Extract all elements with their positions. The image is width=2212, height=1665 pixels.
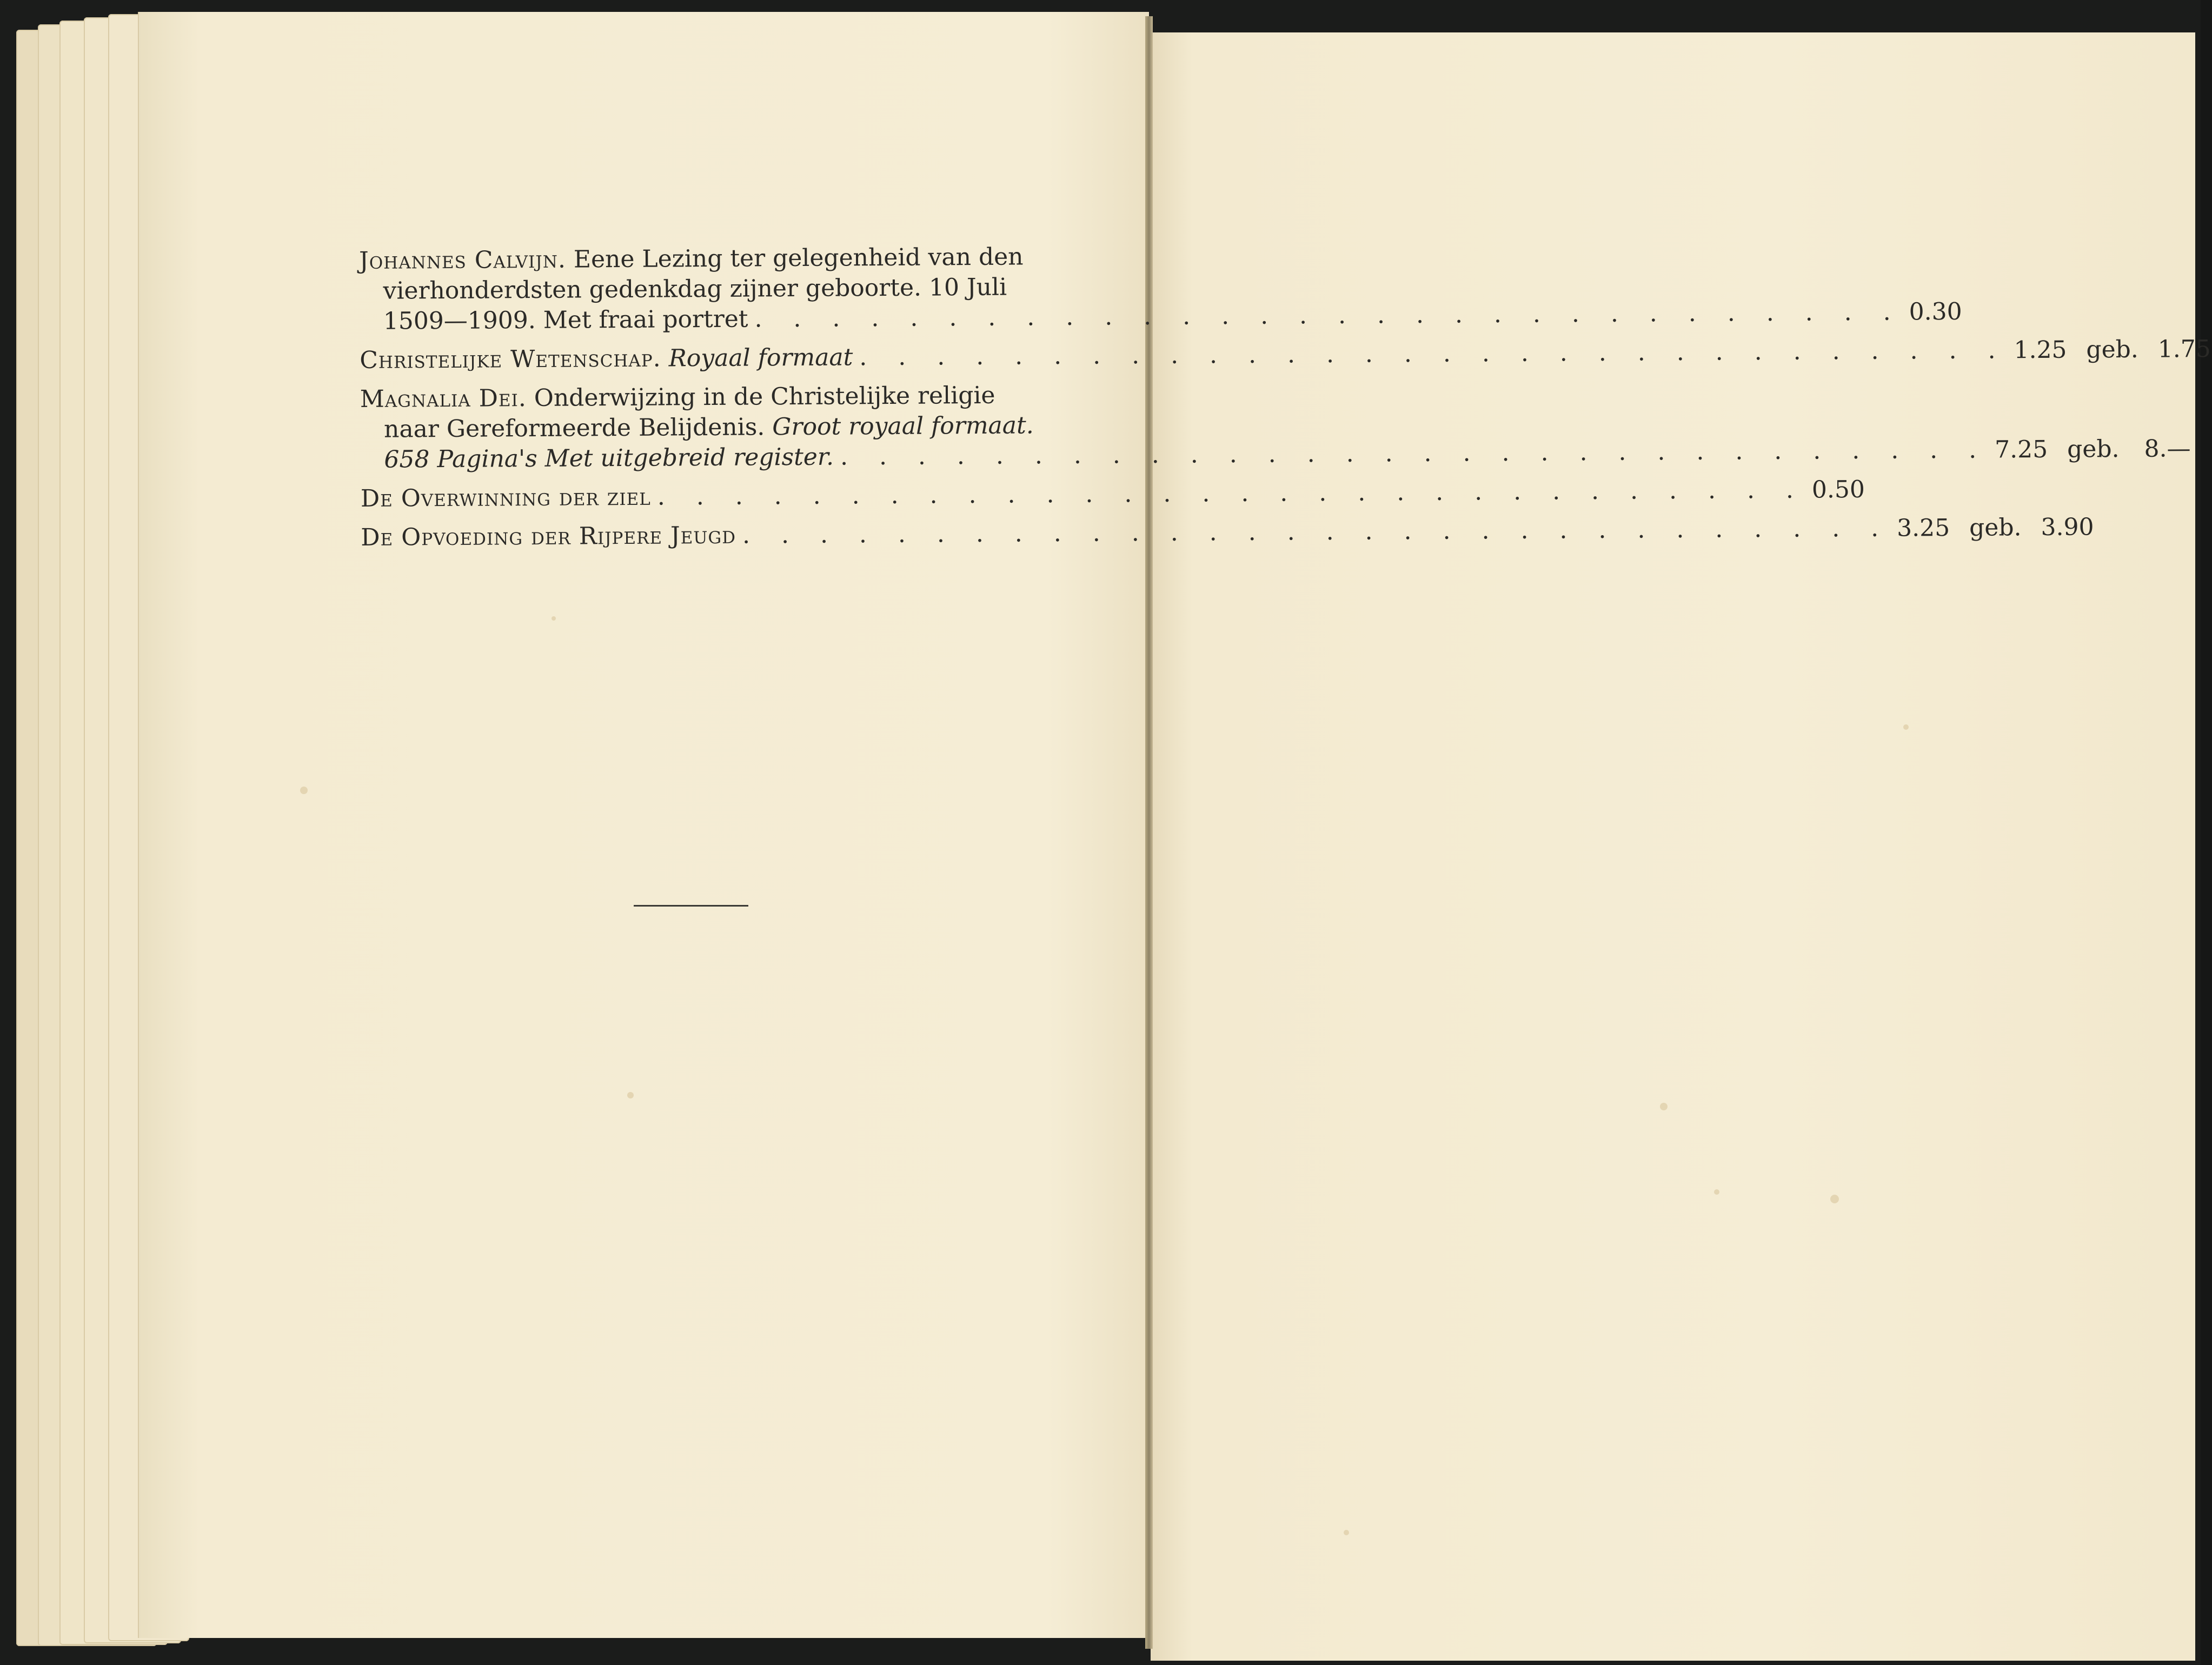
foxing-spot xyxy=(627,1092,634,1098)
entry-format: Royaal formaat xyxy=(668,343,853,372)
entry-description: naar Gereformeerde Belijdenis. xyxy=(383,413,765,443)
entry-title: Magnalia Dei. xyxy=(360,384,527,413)
publication-entry xyxy=(360,380,2191,475)
entry-description: Eene Lezing ter gelegenheid van den xyxy=(573,243,1024,274)
publication-list xyxy=(359,242,2211,562)
foxing-spot xyxy=(300,787,308,794)
geb-label: geb. xyxy=(1969,514,2022,542)
right-page xyxy=(1151,32,2195,1661)
dot-leader: . . . . . . . . . . . . . . . . . . . . . . . . . . . . . . xyxy=(742,514,1891,549)
price: 0.50 xyxy=(1811,475,1865,504)
dot-leader: . . . . . . . . . . . . . . . . . . . . . . . . . . . . . . xyxy=(657,476,1806,511)
entry-description: vierhonderdsten gedenkdag zijner geboorte. 10 Juli xyxy=(383,273,1007,305)
publication-entry xyxy=(360,335,2211,376)
publication-entry xyxy=(361,513,2094,553)
geb-label: geb. xyxy=(2067,435,2120,463)
price-gebonden: 1.75 xyxy=(2157,335,2211,363)
dot-leader: . . . . . . . . . . . . . . . . . . . . . . . . . . . . . . xyxy=(754,298,1903,333)
entry-format: 658 Pagina's Met uitgebreid register. xyxy=(384,443,834,474)
geb-label: geb. xyxy=(2086,335,2138,364)
foxing-spot xyxy=(1714,1189,1719,1195)
dot-leader: . . . . . . . . . . . . . . . . . . . . . . . . . . . . . . xyxy=(840,436,1989,471)
entry-title: Christelijke Wetenschap. xyxy=(360,344,661,374)
entry-description: Onderwijzing in de Christelijke religie xyxy=(534,381,995,412)
entry-title: De Overwinning der ziel xyxy=(360,483,651,512)
foxing-spot xyxy=(1903,724,1909,730)
entry-title: Johannes Calvijn. xyxy=(359,245,567,275)
price-ingenaaid: 7.25 xyxy=(1995,435,2048,464)
foxing-spot xyxy=(1660,1103,1668,1110)
price-ingenaaid: 3.25 xyxy=(1897,514,1950,542)
foxing-spot xyxy=(1830,1195,1839,1203)
publication-entry xyxy=(360,475,1865,514)
dot-leader: . . . . . . . . . . . . . . . . . . . . . . . . . . . . . . xyxy=(859,336,2008,371)
foxing-spot xyxy=(552,616,556,621)
price-ingenaaid: 1.25 xyxy=(2014,336,2067,364)
publication-entry xyxy=(359,242,1962,337)
entry-description: 1509—1909. Met fraai portret xyxy=(383,305,748,335)
price-gebonden: 3.90 xyxy=(2041,513,2094,542)
entry-title: De Opvoeding der Rijpere Jeugd xyxy=(361,521,736,551)
end-rule xyxy=(634,905,748,907)
entry-format: Groot royaal formaat. xyxy=(772,411,1034,441)
price: 0.30 xyxy=(1909,297,1962,326)
foxing-spot xyxy=(1344,1530,1349,1535)
book-gutter xyxy=(1145,16,1153,1649)
price-gebonden: 8.— xyxy=(2144,435,2191,463)
